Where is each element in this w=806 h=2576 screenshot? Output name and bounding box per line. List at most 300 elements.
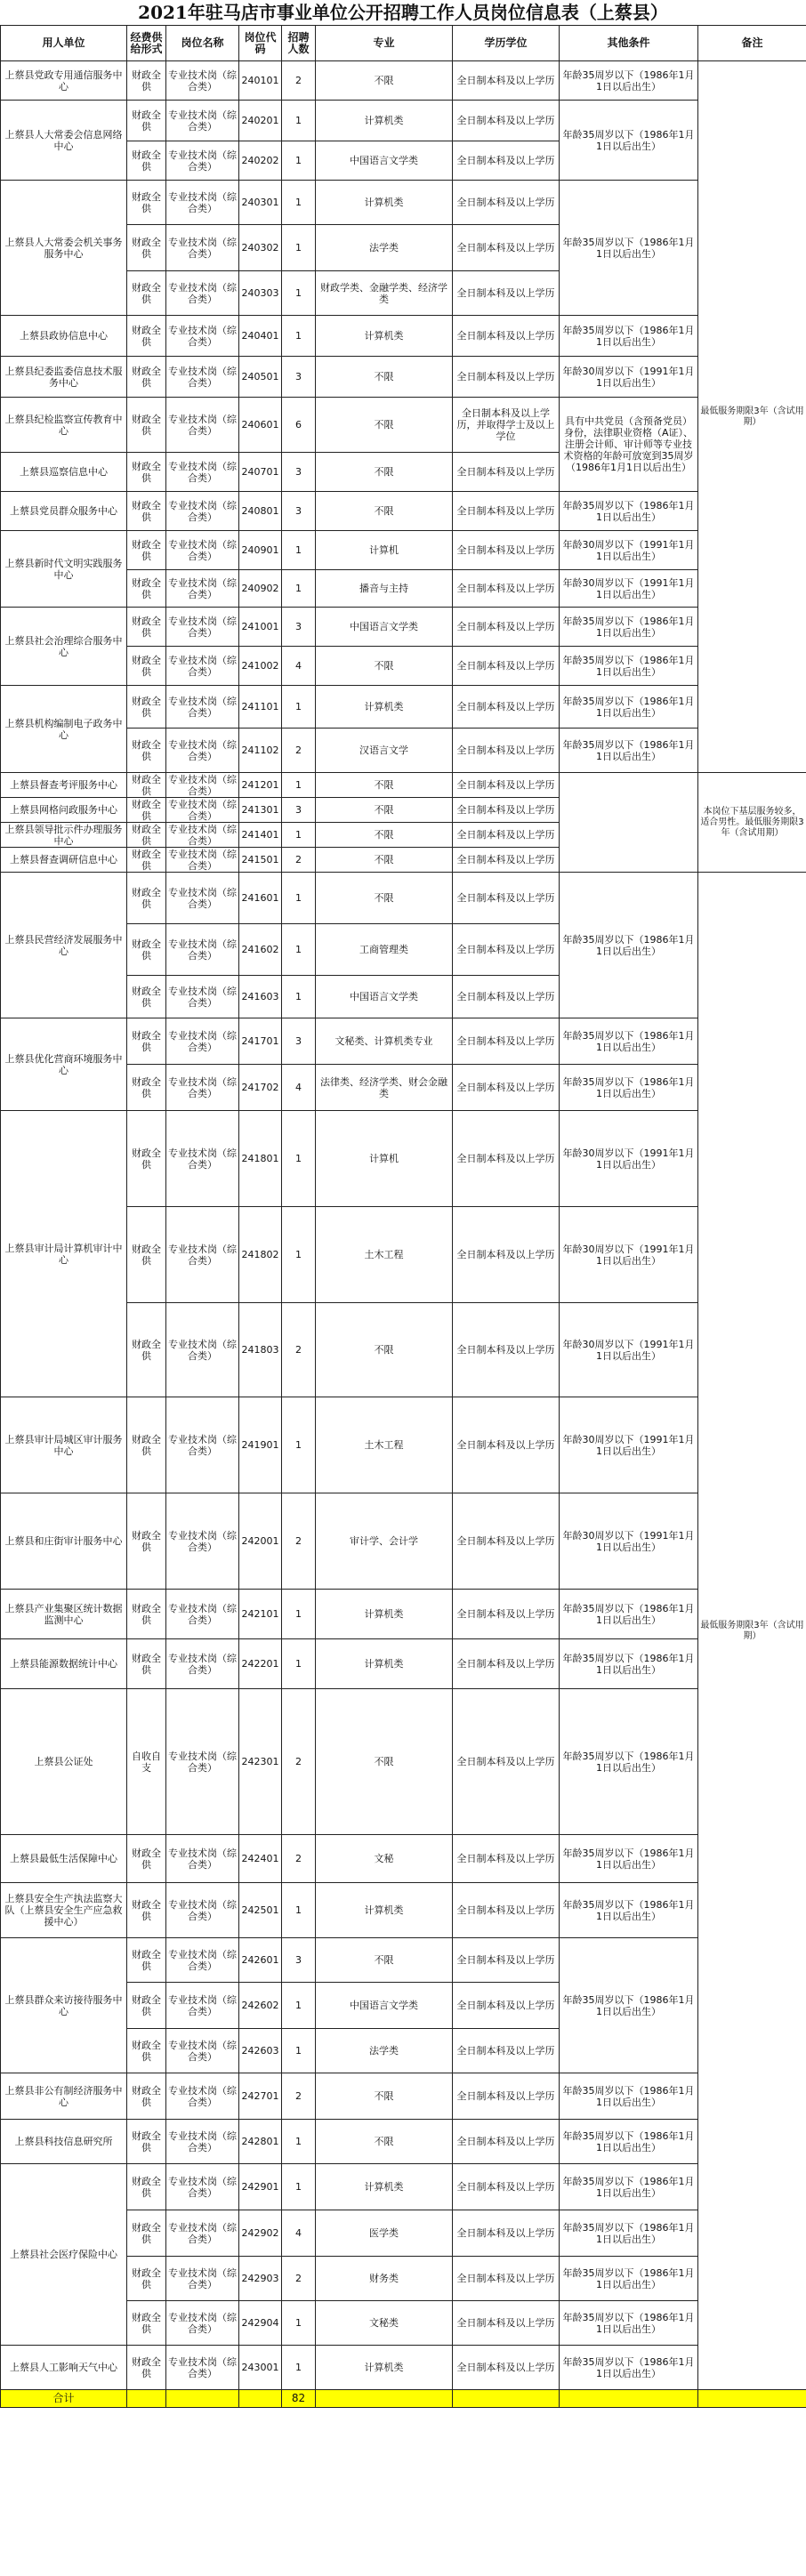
major-cell: 不限: [316, 823, 453, 848]
post-code-cell: 240301: [239, 181, 282, 225]
employer-cell: 上蔡县产业集聚区统计数据监测中心: [1, 1590, 127, 1639]
post-name-cell: 专业技术岗（综合类）: [166, 1303, 239, 1397]
headcount-cell: 2: [282, 729, 316, 773]
education-cell: 全日制本科及以上学历，并取得学士及以上学位: [453, 398, 560, 453]
post-code-cell: 240401: [239, 316, 282, 357]
total-empty-cell: [316, 2390, 453, 2408]
education-cell: 全日制本科及以上学历: [453, 1883, 560, 1938]
conditions-cell: 年龄35周岁以下（1986年1月1日以后出生）: [560, 2164, 698, 2210]
funding-cell: 财政全供: [127, 729, 166, 773]
post-name-cell: 专业技术岗（综合类）: [166, 316, 239, 357]
education-cell: 全日制本科及以上学历: [453, 1065, 560, 1111]
headcount-cell: 2: [282, 1689, 316, 1835]
employer-cell: 上蔡县民营经济发展服务中心: [1, 873, 127, 1018]
headcount-cell: 2: [282, 1835, 316, 1883]
table-row: [1, 1883, 806, 1938]
funding-cell: 财政全供: [127, 316, 166, 357]
funding-cell: 财政全供: [127, 1883, 166, 1938]
employer-cell: 上蔡县群众来访接待服务中心: [1, 1938, 127, 2073]
major-cell: 计算机: [316, 1111, 453, 1207]
employer-cell: 上蔡县人工影响天气中心: [1, 2346, 127, 2390]
post-name-cell: 专业技术岗（综合类）: [166, 1883, 239, 1938]
post-code-cell: 240701: [239, 453, 282, 492]
employer-cell: 上蔡县人大常委会信息网络中心: [1, 101, 127, 181]
post-name-cell: 专业技术岗（综合类）: [166, 1835, 239, 1883]
education-cell: 全日制本科及以上学历: [453, 873, 560, 924]
major-cell: 法学类: [316, 2029, 453, 2073]
post-name-cell: 专业技术岗（综合类）: [166, 2301, 239, 2346]
headcount-cell: 3: [282, 1018, 316, 1065]
conditions-cell: 年龄30周岁以下（1991年1月1日以后出生）: [560, 1397, 698, 1493]
headcount-cell: 1: [282, 976, 316, 1018]
education-cell: 全日制本科及以上学历: [453, 2120, 560, 2164]
headcount-cell: 1: [282, 570, 316, 608]
funding-cell: 财政全供: [127, 2120, 166, 2164]
conditions-cell: 年龄35周岁以下（1986年1月1日以后出生）: [560, 181, 698, 316]
funding-cell: 财政全供: [127, 61, 166, 101]
total-row: [1, 2390, 806, 2408]
post-code-cell: 240501: [239, 357, 282, 398]
total-empty-cell: [453, 2390, 560, 2408]
major-cell: 不限: [316, 61, 453, 101]
headcount-cell: 1: [282, 2120, 316, 2164]
education-cell: 全日制本科及以上学历: [453, 2029, 560, 2073]
funding-cell: 财政全供: [127, 608, 166, 647]
major-cell: 不限: [316, 453, 453, 492]
employer-cell: 上蔡县人大常委会机关事务服务中心: [1, 181, 127, 316]
post-code-cell: 242301: [239, 1689, 282, 1835]
headcount-cell: 3: [282, 1938, 316, 1983]
page-title: 2021年驻马店市事业单位公开招聘工作人员岗位信息表（上蔡县）: [138, 2, 668, 23]
funding-cell: 财政全供: [127, 2164, 166, 2210]
employer-cell: 上蔡县党员群众服务中心: [1, 492, 127, 531]
funding-cell: 财政全供: [127, 848, 166, 873]
education-cell: 全日制本科及以上学历: [453, 453, 560, 492]
post-name-cell: 专业技术岗（综合类）: [166, 976, 239, 1018]
remarks-cell: 最低服务期限3年（含试用期）: [698, 61, 806, 773]
header-row: [1, 26, 806, 61]
funding-cell: 财政全供: [127, 453, 166, 492]
header-unit: 用人单位: [1, 26, 127, 61]
headcount-cell: 2: [282, 2257, 316, 2301]
post-name-cell: 专业技术岗（综合类）: [166, 1983, 239, 2029]
headcount-cell: 2: [282, 1303, 316, 1397]
post-code-cell: 241701: [239, 1018, 282, 1065]
remarks-cell: 最低服务期限3年（含试用期）: [698, 873, 806, 2390]
post-code-cell: 240303: [239, 271, 282, 316]
employer-cell: 上蔡县审计局计算机审计中心: [1, 1111, 127, 1397]
education-cell: 全日制本科及以上学历: [453, 1689, 560, 1835]
post-code-cell: 241901: [239, 1397, 282, 1493]
total-empty-cell: [560, 2390, 698, 2408]
post-code-cell: 241603: [239, 976, 282, 1018]
post-code-cell: 242603: [239, 2029, 282, 2073]
conditions-cell: 年龄35周岁以下（1986年1月1日以后出生）: [560, 1938, 698, 2073]
table-row: [1, 398, 806, 453]
funding-cell: 财政全供: [127, 141, 166, 181]
post-name-cell: 专业技术岗（综合类）: [166, 1018, 239, 1065]
funding-cell: 财政全供: [127, 101, 166, 141]
post-name-cell: 专业技术岗（综合类）: [166, 647, 239, 686]
post-code-cell: 241702: [239, 1065, 282, 1111]
major-cell: 计算机类: [316, 2164, 453, 2210]
education-cell: 全日制本科及以上学历: [453, 2210, 560, 2257]
funding-cell: 财政全供: [127, 2073, 166, 2120]
post-code-cell: 241601: [239, 873, 282, 924]
employer-cell: 上蔡县最低生活保障中心: [1, 1835, 127, 1883]
employer-cell: 上蔡县科技信息研究所: [1, 2120, 127, 2164]
headcount-cell: 2: [282, 61, 316, 101]
headcount-cell: 4: [282, 2210, 316, 2257]
conditions-cell: 年龄30周岁以下（1991年1月1日以后出生）: [560, 531, 698, 570]
headcount-cell: 3: [282, 453, 316, 492]
major-cell: 不限: [316, 2073, 453, 2120]
total-empty-cell: [239, 2390, 282, 2408]
funding-cell: 财政全供: [127, 798, 166, 823]
education-cell: 全日制本科及以上学历: [453, 2164, 560, 2210]
education-cell: 全日制本科及以上学历: [453, 729, 560, 773]
headcount-cell: 1: [282, 2164, 316, 2210]
post-name-cell: 专业技术岗（综合类）: [166, 1938, 239, 1983]
table-row: [1, 1938, 806, 1983]
conditions-cell: 年龄35周岁以下（1986年1月1日以后出生）: [560, 2346, 698, 2390]
education-cell: 全日制本科及以上学历: [453, 976, 560, 1018]
major-cell: 播音与主持: [316, 570, 453, 608]
headcount-cell: 3: [282, 492, 316, 531]
table-row: [1, 1689, 806, 1835]
table-row: [1, 1835, 806, 1883]
post-name-cell: 专业技术岗（综合类）: [166, 1397, 239, 1493]
funding-cell: 财政全供: [127, 271, 166, 316]
employer-cell: 上蔡县优化营商环境服务中心: [1, 1018, 127, 1111]
education-cell: 全日制本科及以上学历: [453, 357, 560, 398]
post-code-cell: 241101: [239, 686, 282, 729]
major-cell: 中国语言文学类: [316, 1983, 453, 2029]
employer-cell: 上蔡县公证处: [1, 1689, 127, 1835]
major-cell: 财政学类、金融学类、经济学类: [316, 271, 453, 316]
funding-cell: 财政全供: [127, 1397, 166, 1493]
education-cell: 全日制本科及以上学历: [453, 181, 560, 225]
funding-cell: 财政全供: [127, 823, 166, 848]
education-cell: 全日制本科及以上学历: [453, 2257, 560, 2301]
post-name-cell: 专业技术岗（综合类）: [166, 1493, 239, 1590]
post-name-cell: 专业技术岗（综合类）: [166, 2120, 239, 2164]
post-name-cell: 专业技术岗（综合类）: [166, 608, 239, 647]
post-code-cell: 242701: [239, 2073, 282, 2120]
headcount-cell: 1: [282, 873, 316, 924]
funding-cell: 财政全供: [127, 1065, 166, 1111]
headcount-cell: 6: [282, 398, 316, 453]
funding-cell: 财政全供: [127, 1835, 166, 1883]
employer-cell: 上蔡县领导批示件办理服务中心: [1, 823, 127, 848]
funding-cell: 财政全供: [127, 1303, 166, 1397]
post-name-cell: 专业技术岗（综合类）: [166, 101, 239, 141]
headcount-cell: 1: [282, 2029, 316, 2073]
post-name-cell: 专业技术岗（综合类）: [166, 61, 239, 101]
post-name-cell: 专业技术岗（综合类）: [166, 773, 239, 798]
table-row: [1, 773, 806, 798]
funding-cell: 财政全供: [127, 181, 166, 225]
employer-cell: 上蔡县社会医疗保险中心: [1, 2164, 127, 2346]
funding-cell: 财政全供: [127, 1493, 166, 1590]
major-cell: 文秘类、计算机类专业: [316, 1018, 453, 1065]
post-name-cell: 专业技术岗（综合类）: [166, 141, 239, 181]
headcount-cell: 1: [282, 141, 316, 181]
post-code-cell: 241002: [239, 647, 282, 686]
funding-cell: 财政全供: [127, 570, 166, 608]
education-cell: 全日制本科及以上学历: [453, 1397, 560, 1493]
post-name-cell: 专业技术岗（综合类）: [166, 823, 239, 848]
education-cell: 全日制本科及以上学历: [453, 1493, 560, 1590]
employer-cell: 上蔡县纪检监察宣传教育中心: [1, 398, 127, 453]
major-cell: 计算机类: [316, 1590, 453, 1639]
post-name-cell: 专业技术岗（综合类）: [166, 1111, 239, 1207]
major-cell: 不限: [316, 848, 453, 873]
employer-cell: 上蔡县安全生产执法监察大队（上蔡县安全生产应急救援中心）: [1, 1883, 127, 1938]
funding-cell: 财政全供: [127, 492, 166, 531]
post-code-cell: 240201: [239, 101, 282, 141]
employer-cell: 上蔡县督查考评服务中心: [1, 773, 127, 798]
conditions-cell: 年龄30周岁以下（1991年1月1日以后出生）: [560, 357, 698, 398]
table-row: [1, 2346, 806, 2390]
funding-cell: 财政全供: [127, 924, 166, 976]
headcount-cell: 1: [282, 1983, 316, 2029]
post-code-cell: 242401: [239, 1835, 282, 1883]
headcount-cell: 1: [282, 2301, 316, 2346]
conditions-cell: 年龄35周岁以下（1986年1月1日以后出生）: [560, 2301, 698, 2346]
education-cell: 全日制本科及以上学历: [453, 1111, 560, 1207]
employer-cell: 上蔡县社会治理综合服务中心: [1, 608, 127, 686]
education-cell: 全日制本科及以上学历: [453, 1303, 560, 1397]
funding-cell: 财政全供: [127, 647, 166, 686]
funding-cell: 财政全供: [127, 531, 166, 570]
post-name-cell: 专业技术岗（综合类）: [166, 729, 239, 773]
funding-cell: 财政全供: [127, 1590, 166, 1639]
education-cell: 全日制本科及以上学历: [453, 1018, 560, 1065]
conditions-cell: 年龄30周岁以下（1991年1月1日以后出生）: [560, 570, 698, 608]
education-cell: 全日制本科及以上学历: [453, 1938, 560, 1983]
post-name-cell: 专业技术岗（综合类）: [166, 492, 239, 531]
header-post: 岗位名称: [166, 26, 239, 61]
education-cell: 全日制本科及以上学历: [453, 608, 560, 647]
conditions-cell: 年龄35周岁以下（1986年1月1日以后出生）: [560, 686, 698, 729]
post-code-cell: 242601: [239, 1938, 282, 1983]
post-code-cell: 240801: [239, 492, 282, 531]
conditions-cell: 年龄35周岁以下（1986年1月1日以后出生）: [560, 2257, 698, 2301]
major-cell: 计算机类: [316, 2346, 453, 2390]
post-code-cell: 242901: [239, 2164, 282, 2210]
funding-cell: 财政全供: [127, 976, 166, 1018]
headcount-cell: 1: [282, 773, 316, 798]
education-cell: 全日制本科及以上学历: [453, 101, 560, 141]
post-name-cell: 专业技术岗（综合类）: [166, 357, 239, 398]
table-row: [1, 531, 806, 570]
headcount-cell: 2: [282, 848, 316, 873]
funding-cell: 财政全供: [127, 686, 166, 729]
post-code-cell: 240202: [239, 141, 282, 181]
headcount-cell: 4: [282, 647, 316, 686]
post-code-cell: 241102: [239, 729, 282, 773]
total-empty-cell: [127, 2390, 166, 2408]
post-name-cell: 专业技术岗（综合类）: [166, 531, 239, 570]
conditions-cell: 年龄35周岁以下（1986年1月1日以后出生）: [560, 2073, 698, 2120]
education-cell: 全日制本科及以上学历: [453, 1983, 560, 2029]
table-row: [1, 101, 806, 141]
major-cell: 土木工程: [316, 1207, 453, 1303]
funding-cell: 财政全供: [127, 2257, 166, 2301]
employer-cell: 上蔡县网格问政服务中心: [1, 798, 127, 823]
employer-cell: 上蔡县能源数据统计中心: [1, 1639, 127, 1689]
post-name-cell: 专业技术岗（综合类）: [166, 1065, 239, 1111]
funding-cell: 财政全供: [127, 2346, 166, 2390]
post-name-cell: 专业技术岗（综合类）: [166, 1590, 239, 1639]
conditions-cell: 年龄35周岁以下（1986年1月1日以后出生）: [560, 1835, 698, 1883]
post-name-cell: 专业技术岗（综合类）: [166, 2257, 239, 2301]
table-row: [1, 492, 806, 531]
employer-cell: 上蔡县纪委监委信息技术服务中心: [1, 357, 127, 398]
major-cell: 计算机: [316, 531, 453, 570]
funding-cell: 财政全供: [127, 1111, 166, 1207]
education-cell: 全日制本科及以上学历: [453, 316, 560, 357]
header-remarks: 备注: [698, 26, 806, 61]
post-code-cell: 240101: [239, 61, 282, 101]
employer-cell: 上蔡县新时代文明实践服务中心: [1, 531, 127, 608]
post-code-cell: 242501: [239, 1883, 282, 1938]
education-cell: 全日制本科及以上学历: [453, 848, 560, 873]
conditions-cell: 年龄35周岁以下（1986年1月1日以后出生）: [560, 873, 698, 1018]
major-cell: 审计学、会计学: [316, 1493, 453, 1590]
post-name-cell: 专业技术岗（综合类）: [166, 1639, 239, 1689]
table-row: [1, 1397, 806, 1493]
post-code-cell: 240601: [239, 398, 282, 453]
funding-cell: 财政全供: [127, 1018, 166, 1065]
headcount-cell: 1: [282, 1883, 316, 1938]
major-cell: 不限: [316, 1689, 453, 1835]
education-cell: 全日制本科及以上学历: [453, 492, 560, 531]
post-code-cell: 242902: [239, 2210, 282, 2257]
conditions-cell: [560, 773, 698, 873]
employer-cell: 上蔡县非公有制经济服务中心: [1, 2073, 127, 2120]
major-cell: 中国语言文学类: [316, 141, 453, 181]
post-name-cell: 专业技术岗（综合类）: [166, 1207, 239, 1303]
post-name-cell: 专业技术岗（综合类）: [166, 570, 239, 608]
conditions-cell: 具有中共党员（含预备党员）身份，法律职业资格（A证）、注册会计师、审计师等专业技术资格的年龄可放宽到35周岁（1986年1月1日以后出生）: [560, 398, 698, 492]
post-name-cell: 专业技术岗（综合类）: [166, 873, 239, 924]
post-name-cell: 专业技术岗（综合类）: [166, 225, 239, 271]
education-cell: 全日制本科及以上学历: [453, 1207, 560, 1303]
major-cell: 不限: [316, 492, 453, 531]
major-cell: 不限: [316, 647, 453, 686]
headcount-cell: 1: [282, 181, 316, 225]
education-cell: 全日制本科及以上学历: [453, 647, 560, 686]
funding-cell: 财政全供: [127, 2029, 166, 2073]
header-code: 岗位代码: [239, 26, 282, 61]
table-row: [1, 873, 806, 924]
post-code-cell: 240302: [239, 225, 282, 271]
headcount-cell: 3: [282, 798, 316, 823]
major-cell: 中国语言文学类: [316, 976, 453, 1018]
funding-cell: 财政全供: [127, 398, 166, 453]
major-cell: 不限: [316, 1938, 453, 1983]
table-row: [1, 1639, 806, 1689]
header-fund: 经费供给形式: [127, 26, 166, 61]
headcount-cell: 1: [282, 1111, 316, 1207]
table-row: [1, 181, 806, 225]
post-code-cell: 243001: [239, 2346, 282, 2390]
header-conditions: 其他条件: [560, 26, 698, 61]
header-education: 学历学位: [453, 26, 560, 61]
employer-cell: 上蔡县巡察信息中心: [1, 453, 127, 492]
total-empty-cell: [166, 2390, 239, 2408]
post-code-cell: 242001: [239, 1493, 282, 1590]
education-cell: 全日制本科及以上学历: [453, 2346, 560, 2390]
table-row: [1, 357, 806, 398]
employer-cell: 上蔡县审计局城区审计服务中心: [1, 1397, 127, 1493]
post-code-cell: 241001: [239, 608, 282, 647]
major-cell: 土木工程: [316, 1397, 453, 1493]
headcount-cell: 1: [282, 316, 316, 357]
post-code-cell: 242801: [239, 2120, 282, 2164]
table-row: [1, 608, 806, 647]
post-name-cell: 专业技术岗（综合类）: [166, 924, 239, 976]
post-code-cell: 241801: [239, 1111, 282, 1207]
conditions-cell: 年龄35周岁以下（1986年1月1日以后出生）: [560, 608, 698, 647]
table-row: [1, 1493, 806, 1590]
headcount-cell: 1: [282, 531, 316, 570]
table-row: [1, 61, 806, 101]
education-cell: 全日制本科及以上学历: [453, 225, 560, 271]
headcount-cell: 1: [282, 271, 316, 316]
major-cell: 不限: [316, 357, 453, 398]
conditions-cell: 年龄35周岁以下（1986年1月1日以后出生）: [560, 316, 698, 357]
education-cell: 全日制本科及以上学历: [453, 773, 560, 798]
major-cell: 中国语言文学类: [316, 608, 453, 647]
major-cell: 法学类: [316, 225, 453, 271]
education-cell: 全日制本科及以上学历: [453, 570, 560, 608]
funding-cell: 财政全供: [127, 873, 166, 924]
post-code-cell: 241501: [239, 848, 282, 873]
education-cell: 全日制本科及以上学历: [453, 1835, 560, 1883]
total-label: 合计: [1, 2390, 127, 2408]
post-code-cell: 241301: [239, 798, 282, 823]
major-cell: 计算机类: [316, 1639, 453, 1689]
post-name-cell: 专业技术岗（综合类）: [166, 181, 239, 225]
post-name-cell: 专业技术岗（综合类）: [166, 271, 239, 316]
post-name-cell: 专业技术岗（综合类）: [166, 2073, 239, 2120]
post-name-cell: 专业技术岗（综合类）: [166, 2164, 239, 2210]
employer-cell: 上蔡县机构编制电子政务中心: [1, 686, 127, 773]
header-major: 专业: [316, 26, 453, 61]
major-cell: 计算机类: [316, 101, 453, 141]
employer-cell: 上蔡县政协信息中心: [1, 316, 127, 357]
education-cell: 全日制本科及以上学历: [453, 2301, 560, 2346]
table-row: [1, 2120, 806, 2164]
funding-cell: 财政全供: [127, 225, 166, 271]
conditions-cell: 年龄35周岁以下（1986年1月1日以后出生）: [560, 1883, 698, 1938]
headcount-cell: 2: [282, 2073, 316, 2120]
conditions-cell: 年龄35周岁以下（1986年1月1日以后出生）: [560, 1639, 698, 1689]
post-code-cell: 242101: [239, 1590, 282, 1639]
education-cell: 全日制本科及以上学历: [453, 1639, 560, 1689]
post-name-cell: 专业技术岗（综合类）: [166, 398, 239, 453]
funding-cell: 财政全供: [127, 357, 166, 398]
employer-cell: 上蔡县督查调研信息中心: [1, 848, 127, 873]
conditions-cell: 年龄35周岁以下（1986年1月1日以后出生）: [560, 2210, 698, 2257]
major-cell: 不限: [316, 773, 453, 798]
funding-cell: 财政全供: [127, 1983, 166, 2029]
post-code-cell: 241802: [239, 1207, 282, 1303]
headcount-cell: 1: [282, 686, 316, 729]
